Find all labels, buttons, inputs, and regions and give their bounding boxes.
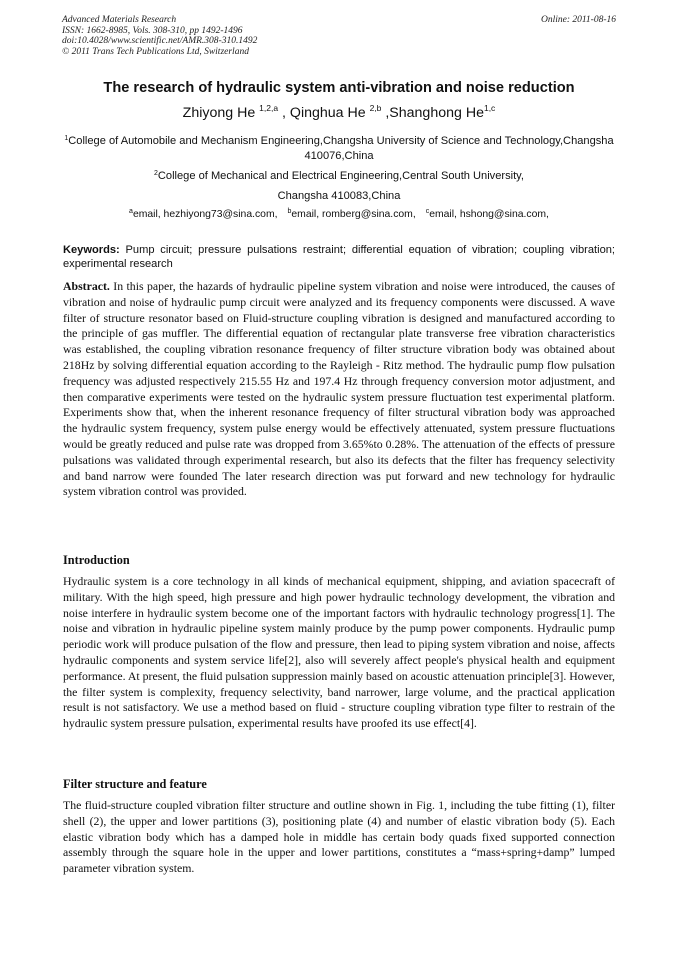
author-name: , Qinghua He [278, 105, 370, 121]
email-entry: email, hezhiyong73@sina.com, [132, 209, 278, 220]
email-list [40, 208, 638, 220]
affiliation-text: College of Automobile and Mechanism Engineering,Changsha University of Science and Technology,Changsha 410076,China [68, 135, 614, 162]
affiliation-text: College of Mechanical and Electrical Engineering,Central South University, [157, 170, 524, 182]
copyright-line: © 2011 Trans Tech Publications Ltd, Switzerland [62, 46, 249, 57]
keywords-label: Keywords: [63, 244, 120, 256]
affiliation-mark: 2 [154, 170, 158, 177]
journal-name: Advanced Materials Research [62, 15, 177, 25]
email-entry: email, romberg@sina.com, [291, 209, 416, 220]
filter-section-heading: Filter structure and feature [63, 777, 207, 791]
online-date: Online: 2011-08-16 [540, 15, 616, 25]
author-affiliation-mark: 2,b [369, 103, 382, 113]
keywords-text: Pump circuit; pressure pulsations restraint; differential equation of vibration; coupling vibration; experimental research [63, 244, 615, 270]
author-affiliation-mark: 1,2,a [259, 103, 279, 113]
email-mark: a [129, 208, 133, 215]
introduction-paragraph: Hydraulic system is a core technology in all kinds of mechanical equipment, shipping, and aviation spacecraft of military. With the high speed, high pressure and high power hydraulic technology development, the vibration and noise interfere in hydraulic system become one of the important factors with hydraulic technology progress[1]. The noise and vibration in hydraulic pipeline system mainly produce by the pump power components. Hydraulic pump periodic work will produce pulsation of the flow and pressure, then lead to piping system vibration and noise, affects hydraulic components and system service life[2], also will severely affect people's physical health and equipment performance. At present, the fluid pulsation suppression mainly based on acoustic attenuation principle[3]. However, the filter system is complexity, frequency selectivity, band narrower, large volume, and the practical application result is not satisfactory. We use a method based on fluid - structure coupling vibration type filter to restrain of the hydraulic system pressure pulsation, experimental results have proofed its use effect[4]. [63, 574, 615, 731]
publication-header [62, 15, 616, 57]
abstract-label: Abstract. [63, 279, 110, 293]
affiliation-1 [60, 131, 618, 164]
affiliation-2-city: Changsha 410083,China [277, 190, 401, 202]
abstract-text: In this paper, the hazards of hydraulic pipeline system vibration and noise were introduced, the causes of vibration and noise of hydraulic pump circuit were analyzed and its frequency components were discussed. A wave filter of structure resonator based on Fluid-structure coupling vibration is designed and manufactured according to the principle of gas muffler. The differential equation of rectangular plate transverse free vibration characteristics was established, the coupling vibration resonance frequency of filter structure vibration body was obtained about 218Hz by solving differential equation according to the Rayleigh - Ritz method. The hydraulic pump flow pulsation frequency was adjusted respectively 215.55 Hz and 197.4 Hz through frequency conversion motor adjustment, and then comparative experiments were tested on the hydraulic system pressure fluctuation test experimental platform. Experiments show that, when the inherent resonance frequency of filter structural vibration body was approached the hydraulic system frequency, system pulse energy would be effectively attenuated, system pressure fluctuations would be greatly reduced and pulse rate was dropped from 3.65%to 0.28%. The attenuation of the effects of pressure pulsations was validated through experimental research, but also its defects that the filter has frequency selectivity and band narrow were founded The later research direction was put forward and new technology for hydraulic system vibration control was provided. [63, 279, 615, 499]
author-name: ,Shanghong He [381, 105, 484, 121]
keywords [63, 244, 615, 271]
paper-title: The research of hydraulic system anti-vibration and noise reduction [103, 80, 575, 96]
doi-line: doi:10.4028/www.scientific.net/AMR.308-310.1492 [62, 36, 258, 47]
email-entry: email, hshong@sina.com, [429, 209, 549, 220]
author-name: Zhiyong He [182, 105, 260, 121]
issn-line: ISSN: 1662-8985, Vols. 308-310, pp 1492-1496 [62, 25, 243, 36]
affiliation-2 [60, 166, 618, 184]
email-mark: c [425, 208, 430, 215]
affiliation-mark: 1 [64, 135, 69, 142]
email-mark: b [287, 208, 292, 215]
author-affiliation-mark: 1,c [483, 103, 496, 113]
abstract [63, 279, 615, 500]
author-list [40, 103, 638, 121]
introduction-heading: Introduction [63, 553, 130, 567]
filter-section-paragraph: The fluid-structure coupled vibration filter structure and outline shown in Fig. 1, including the tube fitting (1), filter shell (2), the upper and lower partitions (3), positioning plate (4) and number of elastic vibration body (5). Each elastic vibration body which has a damped hole in middle has certain body quads fixed supported connection assembly through the square hole in the upper and lower partitions, constitutes a “mass+spring+damp” lumped parameter vibration system. [63, 798, 615, 876]
